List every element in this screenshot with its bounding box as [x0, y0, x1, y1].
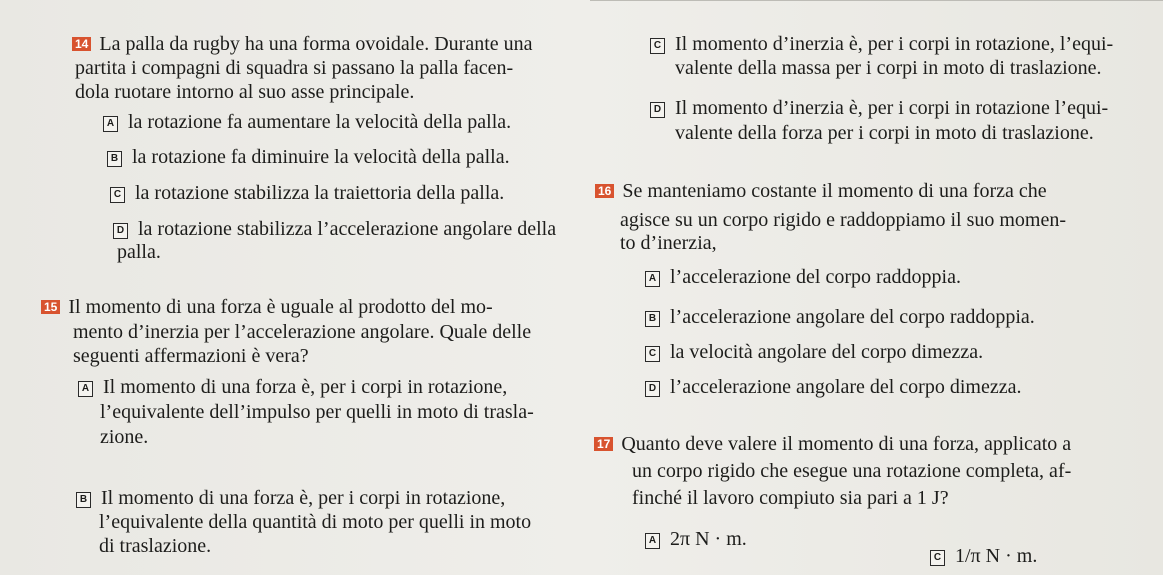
q15-option-b-line-2: l’equivalente della quantità di moto per quelli in moto [99, 511, 532, 533]
q16-line-1: 16 Se manteniamo costante il momento di una forza che [595, 180, 1047, 202]
option-letter-c: C [650, 38, 665, 54]
option-letter-b: B [76, 492, 91, 508]
q14-line-1: 14 La palla da rugby ha una forma ovoidale. Durante una [72, 33, 533, 55]
q14-option-d-cont: palla. [117, 241, 161, 263]
q15-number: 15 [41, 300, 60, 314]
q14-line-2: partita i compagni di squadra si passano la palla facen- [75, 57, 514, 79]
option-letter-a: A [78, 381, 93, 397]
option-letter-b: B [645, 311, 660, 327]
q15-option-a-line-2: l’equivalente dell’impulso per quelli in moto di trasla- [100, 401, 534, 423]
option-letter-a: A [645, 533, 660, 549]
q15-option-c[interactable]: C Il momento d’inerzia è, per i corpi in rotazione, l’equi- [650, 33, 1113, 55]
q17-line-1: 17 Quanto deve valere il momento di una forza, applicato a [594, 433, 1071, 455]
option-letter-b: B [107, 151, 122, 167]
q14-option-a[interactable]: A la rotazione fa aumentare la velocità della palla. [103, 111, 511, 133]
option-letter-d: D [113, 223, 128, 239]
q14-option-c[interactable]: C la rotazione stabilizza la traiettoria della palla. [110, 182, 504, 204]
q16-line-2: agisce su un corpo rigido e raddoppiamo il suo momen- [620, 209, 1067, 231]
q16-option-a[interactable]: A l’accelerazione del corpo raddoppia. [645, 266, 961, 288]
option-letter-d: D [650, 102, 665, 118]
q16-option-b[interactable]: B l’accelerazione angolare del corpo raddoppia. [645, 306, 1035, 328]
q15-line-2: mento d’inerzia per l’accelerazione angolare. Quale delle [73, 321, 532, 343]
q15-line-1: 15 Il momento di una forza è uguale al prodotto del mo- [41, 296, 493, 318]
q14-number: 14 [72, 37, 91, 51]
q14-option-b[interactable]: B la rotazione fa diminuire la velocità della palla. [107, 146, 510, 168]
q15-option-d-line-2: valente della forza per i corpi in moto di traslazione. [675, 122, 1094, 144]
q16-option-d[interactable]: D l’accelerazione angolare del corpo dimezza. [645, 376, 1021, 398]
q16-number: 16 [595, 184, 614, 198]
option-letter-d: D [645, 381, 660, 397]
q14-line-3: dola ruotare intorno al suo asse principale. [75, 81, 415, 103]
q17-option-c[interactable]: C 1/π N · m. [930, 545, 1037, 567]
q17-number: 17 [594, 437, 613, 451]
q16-option-c[interactable]: C la velocità angolare del corpo dimezza. [645, 341, 983, 363]
option-letter-c: C [110, 187, 125, 203]
option-letter-c: C [645, 346, 660, 362]
page-top-rule [590, 0, 1163, 1]
option-letter-a: A [645, 271, 660, 287]
q16-line-3: to d’inerzia, [620, 232, 717, 254]
option-letter-a: A [103, 116, 118, 132]
q15-option-a[interactable]: A Il momento di una forza è, per i corpi in rotazione, [78, 376, 507, 398]
q15-option-b[interactable]: B Il momento di una forza è, per i corpi in rotazione, [76, 487, 505, 509]
q17-line-3: finché il lavoro compiuto sia pari a 1 J? [632, 487, 949, 509]
q17-option-a[interactable]: A 2π N · m. [645, 528, 747, 550]
q15-option-a-line-3: zione. [100, 426, 149, 448]
q17-line-2: un corpo rigido che esegue una rotazione completa, af- [632, 460, 1072, 482]
q14-option-d[interactable]: D la rotazione stabilizza l’accelerazione angolare della [113, 218, 556, 240]
option-letter-c: C [930, 550, 945, 566]
q15-option-d[interactable]: D Il momento d’inerzia è, per i corpi in rotazione l’equi- [650, 97, 1108, 119]
q15-line-3: seguenti affermazioni è vera? [73, 345, 309, 367]
q15-option-b-line-3: di traslazione. [99, 535, 212, 557]
q15-option-c-line-2: valente della massa per i corpi in moto di traslazione. [675, 57, 1102, 79]
